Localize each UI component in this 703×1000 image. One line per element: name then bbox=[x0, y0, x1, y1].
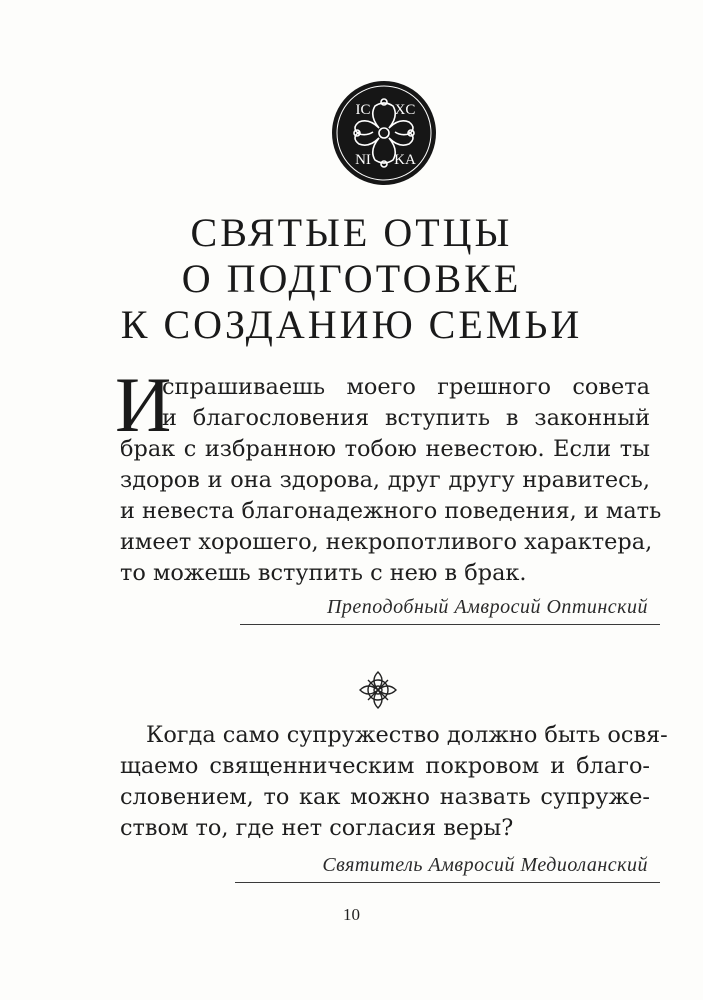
quote-paragraph-2 bbox=[120, 720, 668, 844]
quote-line: брак с избранною тобою невестою. Если ты bbox=[120, 436, 650, 462]
page-number: 10 bbox=[343, 905, 360, 924]
quote-line: щаемо священническим покровом и благо- bbox=[120, 753, 650, 779]
quote-line: то можешь вступить с нею в брак. bbox=[120, 560, 527, 586]
ic-xc-ni-ka-cross-seal-icon bbox=[329, 78, 439, 188]
quote-line: и благословения вступить в законный bbox=[162, 405, 650, 431]
quote-author-signature: Святитель Амвросий Медиоланский bbox=[322, 854, 648, 876]
emblem-letter: KA bbox=[394, 152, 416, 168]
title-line: СВЯТЫЕ ОТЦЫ bbox=[190, 210, 513, 255]
emblem-letter: IC bbox=[355, 102, 371, 118]
drop-cap: И bbox=[115, 361, 172, 448]
emblem-letter: XC bbox=[394, 102, 416, 118]
quote-line: ством то, где нет согласия веры? bbox=[120, 815, 514, 841]
quote-line: имеет хорошего, некропотливого характера, bbox=[120, 529, 653, 555]
quote-line: и невеста благонадежного поведения, и мать bbox=[120, 498, 662, 524]
quote-paragraph-1 bbox=[115, 361, 662, 589]
signature-underline bbox=[240, 624, 660, 625]
page-title bbox=[60, 210, 643, 348]
quote-author-signature: Преподобный Амвросий Оптинский bbox=[326, 596, 648, 618]
quote-line: Когда само супружество должно быть освя- bbox=[146, 722, 668, 748]
title-line: О ПОДГОТОВКЕ bbox=[181, 256, 522, 301]
quote-line: спрашиваешь моего грешного совета bbox=[162, 374, 650, 400]
title-line: К СОЗДАНИЮ СЕМЬИ bbox=[120, 302, 583, 347]
quote-line: словением, то как можно назвать супруже- bbox=[120, 784, 650, 810]
quote-line: здоров и она здорова, друг другу нравитесь, bbox=[120, 467, 650, 493]
emblem-letter: NI bbox=[355, 152, 371, 168]
ornamental-knot-icon bbox=[356, 668, 400, 712]
signature-underline bbox=[235, 882, 660, 883]
